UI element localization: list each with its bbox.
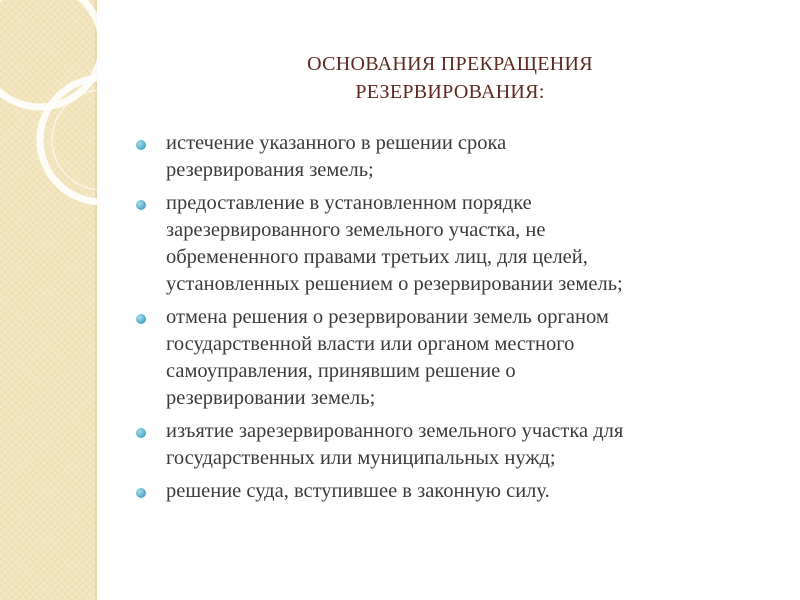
bullet-item xyxy=(130,190,780,298)
bullet-item xyxy=(130,478,780,505)
circle-bullet-icon xyxy=(136,428,146,438)
bullet-text: отмена решения о резервировании земель органом государственной власти или органом местного самоуправления, принявшим решение о резервировании земель; xyxy=(166,306,609,409)
bullet-text: решение суда, вступившее в законную силу. xyxy=(166,480,550,502)
bullet-item xyxy=(130,304,780,412)
slide-title-line-2: РЕЗЕРВИРОВАНИЯ: xyxy=(355,81,545,103)
bullet-item xyxy=(130,130,780,184)
slide-title-line-1: ОСНОВАНИЯ ПРЕКРАЩЕНИЯ xyxy=(307,53,593,75)
bullet-list xyxy=(130,130,780,511)
bullet-text: предоставление в установленном порядке зарезервированного земельного участка, не обремененного правами третьих лиц, для целей, установленных решением о резервировании земель; xyxy=(166,192,623,295)
bullet-text: изъятие зарезервированного земельного участка для государственных или муниципальных нужд; xyxy=(166,420,624,469)
bullet-item xyxy=(130,418,780,472)
circle-bullet-icon xyxy=(136,140,146,150)
circle-bullet-icon xyxy=(136,488,146,498)
circle-bullet-icon xyxy=(136,314,146,324)
slide-title xyxy=(200,50,700,106)
circle-bullet-icon xyxy=(136,200,146,210)
bullet-text: истечение указанного в решении срока резервирования земель; xyxy=(166,132,507,181)
